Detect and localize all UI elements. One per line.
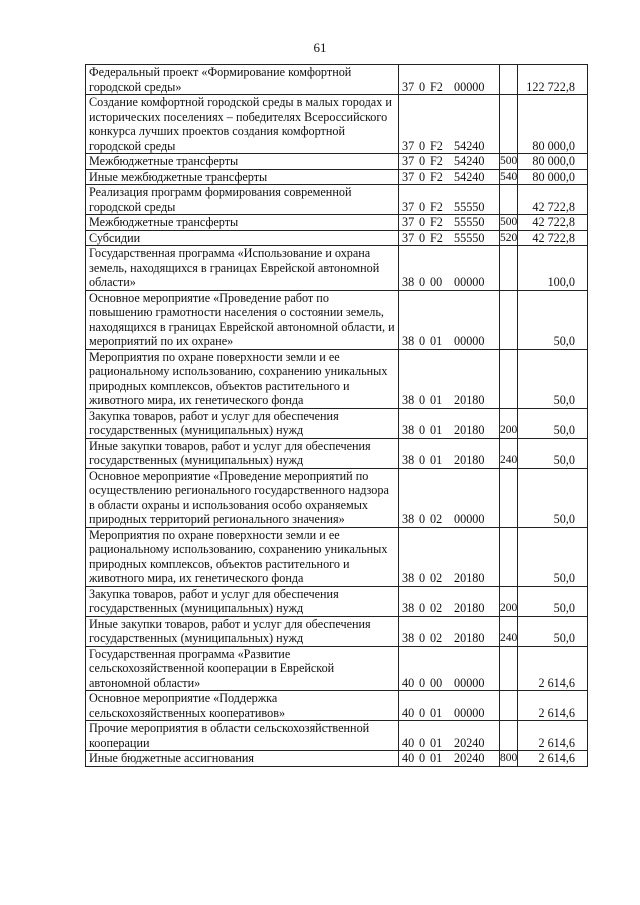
table-row	[86, 468, 588, 527]
code-part: 00000	[454, 705, 485, 720]
table-row	[86, 154, 588, 170]
table-row	[86, 751, 588, 767]
row-name: Реализация программ формирования современной городской среды	[86, 185, 399, 215]
row-name: Государственная программа «Развитие сельскохозяйственной кооперации в Еврейской автономной области»	[86, 646, 399, 691]
row-expense-type: 200	[500, 586, 518, 616]
row-code	[399, 154, 500, 170]
code-part: 38	[402, 512, 415, 526]
code-part: 00000	[454, 79, 485, 94]
code-part: 20240	[454, 751, 485, 765]
code-part: 01	[430, 735, 443, 750]
row-code	[399, 616, 500, 646]
row-expense-type	[500, 646, 518, 691]
row-code	[399, 185, 500, 215]
code-part: 01	[430, 334, 443, 348]
code-part: 0	[419, 199, 426, 214]
code-part: F2	[430, 138, 443, 153]
code-part: 0	[419, 275, 426, 289]
row-amount: 80 000,0	[518, 169, 588, 185]
code-part: 37	[402, 79, 415, 94]
row-amount: 2 614,6	[518, 721, 588, 751]
row-code	[399, 230, 500, 246]
row-amount: 100,0	[518, 246, 588, 291]
code-part: 01	[430, 423, 443, 437]
code-part: 0	[419, 453, 426, 467]
code-part: F2	[430, 199, 443, 214]
table-row	[86, 230, 588, 246]
code-part: 37	[402, 199, 415, 214]
table-row	[86, 527, 588, 586]
code-part: 00	[430, 675, 443, 690]
code-part: 0	[419, 215, 426, 229]
table-row	[86, 185, 588, 215]
code-part: 54240	[454, 138, 485, 153]
row-amount: 50,0	[518, 349, 588, 408]
code-part: 40	[402, 751, 415, 765]
code-part: 38	[402, 601, 415, 615]
row-expense-type	[500, 95, 518, 154]
row-name: Иные закупки товаров, работ и услуг для обеспечения государственных (муниципальных) нужд	[86, 438, 399, 468]
code-part: 20240	[454, 735, 485, 750]
row-expense-type: 520	[500, 231, 518, 244]
row-amount: 42 722,8	[518, 230, 588, 246]
code-part: 02	[430, 512, 443, 526]
row-expense-type	[500, 349, 518, 408]
code-part: F2	[430, 215, 443, 229]
code-part: 0	[419, 601, 426, 615]
row-code	[399, 586, 500, 616]
code-part: 38	[402, 423, 415, 437]
row-name: Основное мероприятие «Проведение работ по повышению грамотности населения о состоянии земель, находящихся в границах Еврейской автономной области, и мероприятий по их охране»	[86, 290, 399, 349]
code-part: 0	[419, 393, 426, 407]
code-part: 01	[430, 453, 443, 467]
row-code	[399, 691, 500, 721]
table-row	[86, 438, 588, 468]
code-part: 37	[402, 215, 415, 229]
row-code	[399, 246, 500, 291]
code-part: 54240	[454, 154, 485, 168]
code-part: 02	[430, 571, 443, 585]
row-name: Прочие мероприятия в области сельскохозяйственной кооперации	[86, 721, 399, 751]
row-name: Субсидии	[86, 230, 399, 246]
budget-table	[85, 64, 588, 767]
row-expense-type: 200	[500, 408, 518, 438]
row-name: Иные бюджетные ассигнования	[86, 751, 399, 767]
row-name: Мероприятия по охране поверхности земли и ее рациональному использованию, сохранению уникальных природных комплексов, объектов растительного и животного мира, их генетического фонда	[86, 349, 399, 408]
code-part: 0	[419, 571, 426, 585]
code-part: 0	[419, 512, 426, 526]
row-code	[399, 408, 500, 438]
row-expense-type	[500, 290, 518, 349]
row-expense-type	[500, 527, 518, 586]
code-part: 01	[430, 393, 443, 407]
code-part: 37	[402, 230, 415, 245]
code-part: 20180	[454, 393, 485, 407]
row-amount: 2 614,6	[518, 751, 588, 767]
table-row	[86, 646, 588, 691]
row-amount: 50,0	[518, 616, 588, 646]
table-row	[86, 290, 588, 349]
row-expense-type: 240	[500, 616, 518, 646]
row-code	[399, 468, 500, 527]
row-code	[399, 646, 500, 691]
row-amount: 122 722,8	[518, 65, 588, 95]
code-part: 55550	[454, 215, 485, 229]
row-amount: 50,0	[518, 290, 588, 349]
code-part: 37	[402, 154, 415, 168]
row-expense-type: 240	[500, 438, 518, 468]
code-part: 37	[402, 138, 415, 153]
row-name: Создание комфортной городской среды в малых городах и исторических поселениях – победителях Всероссийского конкурса лучших проектов создания комфортной городской среды	[86, 95, 399, 154]
row-code	[399, 751, 500, 767]
code-part: 38	[402, 571, 415, 585]
row-name: Основное мероприятие «Проведение мероприятий по осуществлению регионального государственного надзора в области охраны и использования особо охраняемых природных территорий регионального значения»	[86, 468, 399, 527]
row-amount: 80 000,0	[518, 154, 588, 170]
code-part: 0	[419, 138, 426, 153]
code-part: 0	[419, 675, 426, 690]
row-amount: 42 722,8	[518, 215, 588, 231]
code-part: 0	[419, 751, 426, 765]
code-part: 40	[402, 735, 415, 750]
row-amount: 50,0	[518, 408, 588, 438]
table-row	[86, 408, 588, 438]
code-part: F2	[430, 169, 443, 184]
code-part: 37	[402, 169, 415, 184]
row-name: Иные межбюджетные трансферты	[86, 169, 399, 185]
code-part: 00	[430, 275, 443, 289]
code-part: 0	[419, 230, 426, 245]
code-part: 20180	[454, 631, 485, 645]
row-amount: 50,0	[518, 586, 588, 616]
code-part: 20180	[454, 571, 485, 585]
code-part: 38	[402, 631, 415, 645]
code-part: F2	[430, 230, 443, 245]
row-amount: 80 000,0	[518, 95, 588, 154]
code-part: 0	[419, 735, 426, 750]
table-row	[86, 65, 588, 95]
code-part: 20180	[454, 601, 485, 615]
code-part: 20180	[454, 423, 485, 437]
code-part: 40	[402, 675, 415, 690]
code-part: 54240	[454, 169, 485, 184]
code-part: 0	[419, 423, 426, 437]
row-expense-type	[500, 246, 518, 291]
code-part: 0	[419, 631, 426, 645]
table-row	[86, 586, 588, 616]
code-part: 00000	[454, 675, 485, 690]
table-row	[86, 215, 588, 231]
row-name: Закупка товаров, работ и услуг для обеспечения государственных (муниципальных) нужд	[86, 586, 399, 616]
table-row	[86, 721, 588, 751]
row-expense-type	[500, 691, 518, 721]
row-amount: 2 614,6	[518, 691, 588, 721]
table-row	[86, 246, 588, 291]
row-code	[399, 721, 500, 751]
code-part: 0	[419, 169, 426, 184]
row-code	[399, 95, 500, 154]
row-code	[399, 527, 500, 586]
code-part: 55550	[454, 199, 485, 214]
code-part: 01	[430, 705, 443, 720]
row-expense-type	[500, 185, 518, 215]
row-amount: 50,0	[518, 527, 588, 586]
code-part: 38	[402, 334, 415, 348]
code-part: 0	[419, 334, 426, 348]
code-part: 01	[430, 751, 443, 765]
row-name: Основное мероприятие «Поддержка сельскохозяйственных кооперативов»	[86, 691, 399, 721]
table-row	[86, 616, 588, 646]
row-name: Закупка товаров, работ и услуг для обеспечения государственных (муниципальных) нужд	[86, 408, 399, 438]
table-row	[86, 169, 588, 185]
code-part: 55550	[454, 230, 485, 245]
table-row	[86, 691, 588, 721]
code-part: 40	[402, 705, 415, 720]
budget-table-body	[86, 65, 588, 767]
row-name: Мероприятия по охране поверхности земли и ее рациональному использованию, сохранению уникальных природных комплексов, объектов растительного и животного мира, их генетического фонда	[86, 527, 399, 586]
row-name: Иные закупки товаров, работ и услуг для обеспечения государственных (муниципальных) нужд	[86, 616, 399, 646]
row-amount: 2 614,6	[518, 646, 588, 691]
code-part: 00000	[454, 275, 485, 289]
row-code	[399, 215, 500, 231]
code-part: 0	[419, 705, 426, 720]
code-part: 38	[402, 393, 415, 407]
row-name: Межбюджетные трансферты	[86, 215, 399, 231]
row-expense-type: 500	[500, 155, 518, 167]
code-part: 20180	[454, 453, 485, 467]
row-expense-type	[500, 721, 518, 751]
table-row	[86, 95, 588, 154]
code-part: F2	[430, 154, 443, 168]
row-expense-type	[500, 65, 518, 95]
code-part: 00000	[454, 512, 485, 526]
code-part: 02	[430, 631, 443, 645]
code-part: 00000	[454, 334, 485, 348]
row-code	[399, 438, 500, 468]
row-expense-type: 800	[500, 752, 518, 764]
row-amount: 50,0	[518, 468, 588, 527]
row-name: Государственная программа «Использование и охрана земель, находящихся в границах Еврейской автономной области»	[86, 246, 399, 291]
code-part: 38	[402, 275, 415, 289]
row-amount: 42 722,8	[518, 185, 588, 215]
row-name: Межбюджетные трансферты	[86, 154, 399, 170]
code-part: 02	[430, 601, 443, 615]
row-expense-type	[500, 468, 518, 527]
row-code	[399, 290, 500, 349]
code-part: 38	[402, 453, 415, 467]
row-expense-type: 540	[500, 170, 518, 183]
code-part: 0	[419, 79, 426, 94]
row-expense-type: 500	[500, 216, 518, 228]
row-code	[399, 349, 500, 408]
code-part: F2	[430, 79, 443, 94]
table-row	[86, 349, 588, 408]
row-code	[399, 65, 500, 95]
code-part: 0	[419, 154, 426, 168]
row-name: Федеральный проект «Формирование комфортной городской среды»	[86, 65, 399, 95]
row-amount: 50,0	[518, 438, 588, 468]
page-number: 61	[313, 40, 327, 55]
row-code	[399, 169, 500, 185]
